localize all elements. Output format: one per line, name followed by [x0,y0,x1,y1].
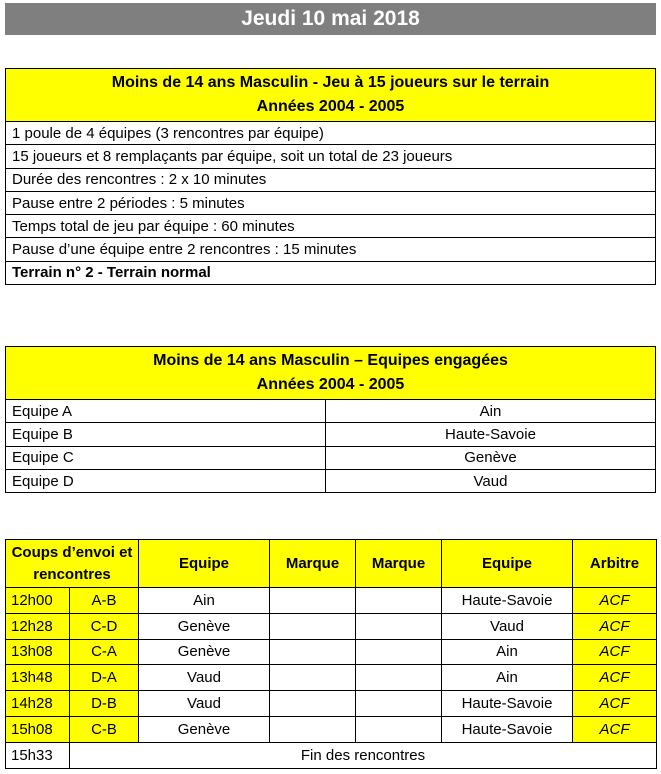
match-team1: Genève [139,639,270,665]
match-score2[interactable] [356,588,442,614]
match-time: 13h08 [6,639,70,665]
info-title-line2: Années 2004 - 2005 [256,98,405,115]
match-pairing: C-B [70,716,139,742]
match-score2[interactable] [356,716,442,742]
match-score1[interactable] [270,716,356,742]
team-name: Ain [326,400,656,423]
match-score1[interactable] [270,588,356,614]
match-time: 12h00 [6,588,70,614]
team-name: Vaud [326,469,656,492]
match-row [6,588,657,614]
match-referee: ACF [573,716,657,742]
match-score1[interactable] [270,691,356,717]
end-row [6,742,657,768]
match-pairing: D-A [70,665,139,691]
match-team2: Haute-Savoie [442,691,573,717]
match-team1: Genève [139,716,270,742]
match-score2[interactable] [356,665,442,691]
match-referee: ACF [573,613,657,639]
match-row [6,639,657,665]
match-time: 15h08 [6,716,70,742]
terrain-line: Terrain n° 2 - Terrain normal [6,261,656,284]
match-referee: ACF [573,588,657,614]
match-time: 14h28 [6,691,70,717]
info-line: Pause entre 2 périodes : 5 minutes [6,191,656,214]
end-text: Fin des rencontres [70,742,657,768]
header-time: Coups d’envoi et rencontres [6,540,139,588]
teams-title-line2: Années 2004 - 2005 [256,376,405,393]
info-title-line1: Moins de 14 ans Masculin - Jeu à 15 joueurs sur le terrain [111,74,550,91]
header-score1: Marque [270,540,356,588]
match-score2[interactable] [356,613,442,639]
info-title [6,69,656,122]
match-row [6,665,657,691]
team-label: Equipe B [6,423,326,446]
match-team2: Vaud [442,613,573,639]
team-label: Equipe A [6,400,326,423]
info-line: Temps total de jeu par équipe : 60 minutes [6,215,656,238]
match-team1: Genève [139,613,270,639]
team-name: Haute-Savoie [326,423,656,446]
team-name: Genève [326,446,656,469]
match-time: 12h28 [6,613,70,639]
date-header: Jeudi 10 mai 2018 [5,3,656,35]
header-referee: Arbitre [573,540,657,588]
teams-table [5,346,656,493]
match-referee: ACF [573,665,657,691]
match-pairing: C-A [70,639,139,665]
match-row [6,691,657,717]
info-line: 15 joueurs et 8 remplaçants par équipe, soit un total de 23 joueurs [6,145,656,168]
match-pairing: C-D [70,613,139,639]
match-score1[interactable] [270,665,356,691]
match-score1[interactable] [270,613,356,639]
match-team1: Vaud [139,665,270,691]
match-referee: ACF [573,691,657,717]
header-team1: Equipe [139,540,270,588]
match-team2: Ain [442,639,573,665]
info-table [5,68,656,285]
header-score2: Marque [356,540,442,588]
match-score1[interactable] [270,639,356,665]
team-row [6,423,656,446]
match-score2[interactable] [356,639,442,665]
match-row [6,716,657,742]
match-team1: Ain [139,588,270,614]
match-team1: Vaud [139,691,270,717]
team-label: Equipe D [6,469,326,492]
team-label: Equipe C [6,446,326,469]
match-team2: Ain [442,665,573,691]
match-time: 13h48 [6,665,70,691]
info-line: Durée des rencontres : 2 x 10 minutes [6,168,656,191]
schedule-table [5,539,657,769]
match-referee: ACF [573,639,657,665]
match-row [6,613,657,639]
end-time: 15h33 [6,742,70,768]
teams-title [6,347,656,400]
match-pairing: A-B [70,588,139,614]
team-row [6,446,656,469]
team-row [6,469,656,492]
match-pairing: D-B [70,691,139,717]
header-team2: Equipe [442,540,573,588]
match-score2[interactable] [356,691,442,717]
match-team2: Haute-Savoie [442,588,573,614]
match-team2: Haute-Savoie [442,716,573,742]
teams-title-line1: Moins de 14 ans Masculin – Equipes engagées [153,352,508,369]
team-row [6,400,656,423]
info-line: 1 poule de 4 équipes (3 rencontres par équipe) [6,122,656,145]
info-line: Pause d’une équipe entre 2 rencontres : 15 minutes [6,238,656,261]
